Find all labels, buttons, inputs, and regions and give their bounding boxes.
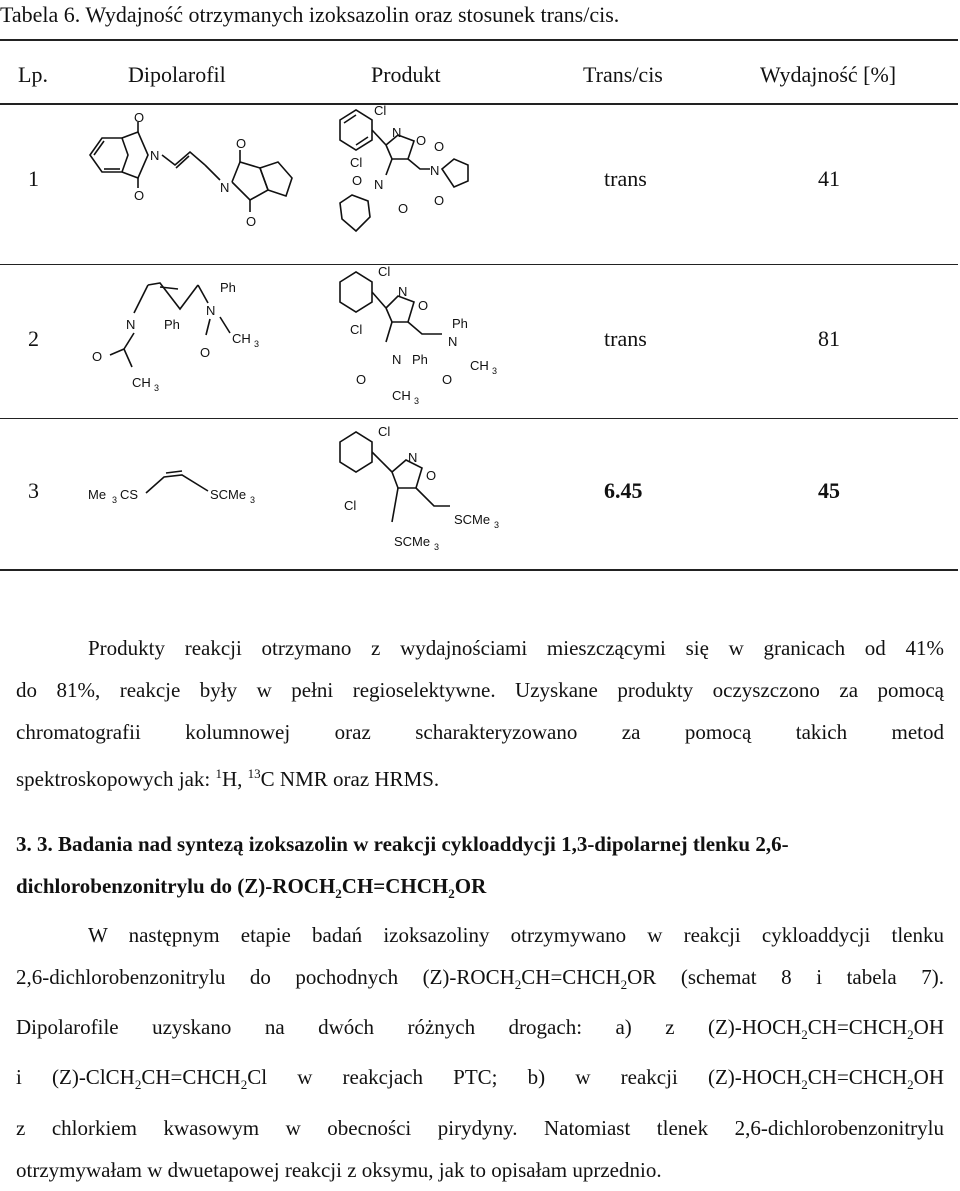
atom-N: N <box>150 148 160 163</box>
row3-product-structure <box>330 422 530 562</box>
heading-line-2: dichlorobenzonitrylu do $(Z)-ROCH_2CH=CHCH_2OR$ <box>16 874 487 902</box>
atom-N: N <box>448 334 458 349</box>
table-top-rule <box>0 39 958 41</box>
atom-sub3: 3 <box>434 542 440 552</box>
row3-yield: 45 <box>818 478 840 503</box>
atom-SCMe: SCMe <box>210 487 247 502</box>
row2-dipolarofil-structure <box>88 275 308 405</box>
atom-O: O <box>246 214 257 229</box>
paragraph-line: do 81%, reakcje były w pełni regioselektywne. Uzyskane produkty oczyszczono za pomocą <box>16 678 944 702</box>
atom-N: N <box>430 163 440 178</box>
paragraph-line: z chlorkiem kwasowym w obecności pirydyny. Natomiast tlenek 2,6-dichlorobenzonitrylu <box>16 1115 944 1140</box>
atom-Ph: Ph <box>220 280 236 295</box>
header-wydajnosc: Wydajność [%] <box>760 62 897 87</box>
atom-sub3: 3 <box>250 495 256 505</box>
atom-O: O <box>416 133 427 148</box>
row2-trans-cis: trans <box>604 326 647 351</box>
atom-CH: CH <box>470 358 489 373</box>
atom-Cl: Cl <box>378 424 391 439</box>
atom-sub3: 3 <box>112 495 118 505</box>
paragraph-line: i $(Z)-ClCH_2CH=CHCH_2Cl$ w reakcjach PTC; b) w reakcji $(Z)-HOCH_2CH=CHCH_2OH$ <box>16 1065 944 1093</box>
atom-O: O <box>92 349 103 364</box>
paragraph-line: spektroskopowych jak: $^1$H, $^{13}$C NMR oraz HRMS. <box>16 766 440 791</box>
table-bottom-rule <box>0 569 958 571</box>
row1-dipolarofil-structure <box>80 110 300 250</box>
atom-sub3: 3 <box>154 383 160 393</box>
header-lp: Lp. <box>18 62 48 87</box>
paragraph-results <box>16 627 944 800</box>
row-divider-2 <box>0 418 958 419</box>
atom-Me: Me <box>88 487 107 502</box>
atom-SCMe: SCMe <box>394 534 431 549</box>
row3-trans-cis: 6.45 <box>604 478 643 503</box>
atom-O: O <box>434 193 445 208</box>
atom-O: O <box>418 298 429 313</box>
atom-N: N <box>374 177 384 192</box>
paragraph-line: 2,6-dichlorobenzonitrylu do pochodnych $(Z)-ROCH_2CH=CHCH_2OR$ (schemat 8 i tabela 7). <box>16 965 944 993</box>
row3-lp: 3 <box>28 478 39 503</box>
paragraph-line: chromatografii kolumnowej oraz scharakteryzowano za pomocą takich metod <box>16 720 944 744</box>
atom-CH: CH <box>132 375 151 390</box>
atom-N: N <box>392 125 402 140</box>
paragraph-line: W następnym etapie badań izoksazoliny otrzymywano w reakcji cykloaddycji tlenku <box>88 923 944 947</box>
paragraph-line: Produkty reakcji otrzymano z wydajnościami mieszczącymi się w granicach od 41% <box>88 636 944 660</box>
heading-line-1: 3. 3. Badania nad syntezą izoksazolin w reakcji cykloaddycji 1,3-dipolarnej tlenku 2,6- <box>16 832 789 856</box>
atom-CH: CH <box>232 331 251 346</box>
atom-SCMe: SCMe <box>454 512 491 527</box>
row3-dipolarofil-structure <box>86 465 306 525</box>
atom-Cl: Cl <box>350 155 363 170</box>
row2-lp: 2 <box>28 326 39 351</box>
atom-Cl: Cl <box>344 498 357 513</box>
atom-Ph: Ph <box>412 352 428 367</box>
atom-O: O <box>236 136 247 151</box>
section-heading <box>16 823 944 915</box>
atom-O: O <box>434 139 445 154</box>
atom-O: O <box>352 173 363 188</box>
atom-sub3: 3 <box>494 520 500 530</box>
atom-N: N <box>126 317 136 332</box>
row1-yield: 41 <box>818 166 840 191</box>
row1-lp: 1 <box>28 166 39 191</box>
atom-Cl: Cl <box>378 264 391 279</box>
atom-N: N <box>392 352 402 367</box>
atom-N: N <box>408 450 418 465</box>
atom-N: N <box>220 180 230 195</box>
atom-O: O <box>442 372 453 387</box>
atom-O: O <box>200 345 211 360</box>
atom-O: O <box>134 110 145 125</box>
atom-CH: CH <box>392 388 411 403</box>
atom-O: O <box>398 201 409 216</box>
table-caption: Tabela 6. Wydajność otrzymanych izoksazolin oraz stosunek trans/cis. <box>0 2 620 27</box>
atom-N: N <box>398 284 408 299</box>
atom-sub3: 3 <box>414 396 420 406</box>
header-trans-cis: Trans/cis <box>583 62 663 87</box>
paragraph-line: Dipolarofile uzyskano na dwóch różnych drogach: a) z $(Z)-HOCH_2CH=CHCH_2OH$ <box>16 1015 944 1043</box>
atom-O: O <box>356 372 367 387</box>
row2-yield: 81 <box>818 326 840 351</box>
atom-N: N <box>206 303 216 318</box>
atom-sub3: 3 <box>254 339 260 349</box>
paragraph-methods <box>16 914 944 1191</box>
atom-Cl: Cl <box>374 103 387 118</box>
header-produkt: Produkt <box>371 62 441 87</box>
atom-CS: CS <box>120 487 139 502</box>
atom-sub3: 3 <box>492 366 498 376</box>
atom-Cl: Cl <box>350 322 363 337</box>
row1-trans-cis: trans <box>604 166 647 191</box>
atom-O: O <box>134 188 145 203</box>
row1-product-structure <box>330 105 530 255</box>
atom-Ph: Ph <box>452 316 468 331</box>
paragraph-line: otrzymywałam w dwuetapowej reakcji z oksymu, jak to opisałam uprzednio. <box>16 1157 662 1182</box>
atom-Ph: Ph <box>164 317 180 332</box>
atom-O: O <box>426 468 437 483</box>
row2-product-structure <box>330 262 530 412</box>
header-dipolarofil: Dipolarofil <box>128 62 226 87</box>
